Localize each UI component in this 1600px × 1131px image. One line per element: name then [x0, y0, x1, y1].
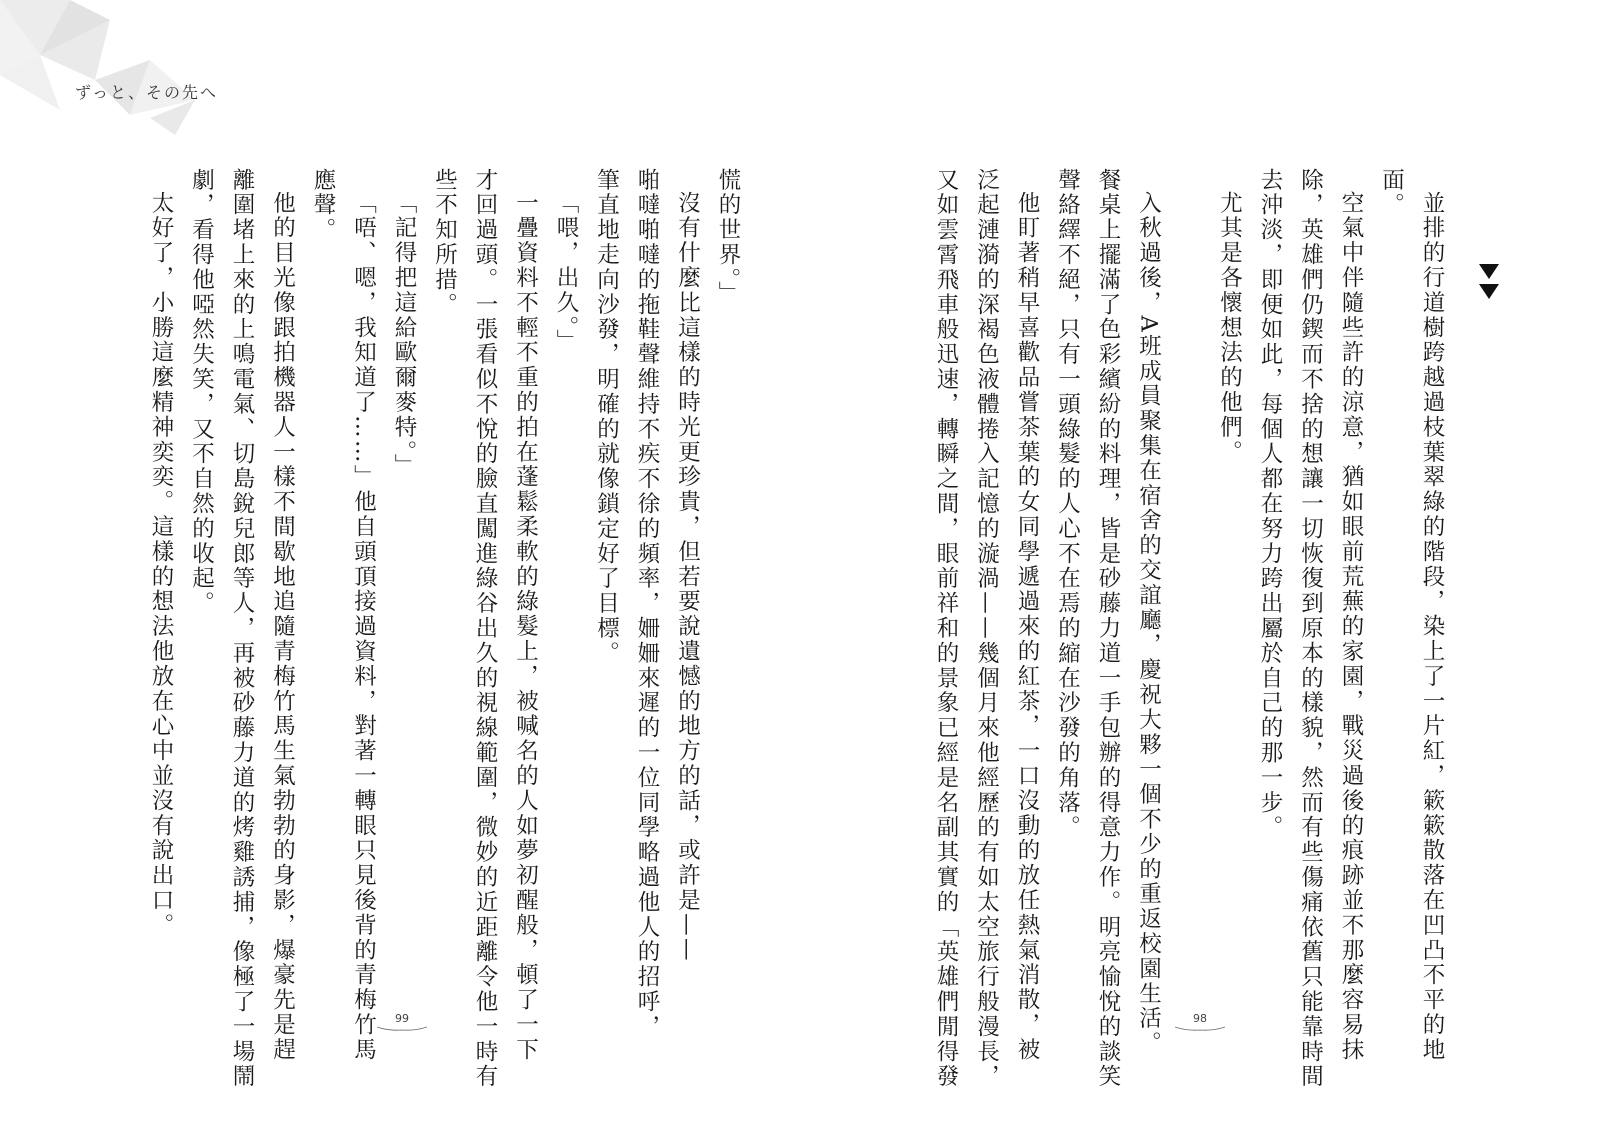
paragraph-line: 尤其是各懷想法的他們。	[1216, 190, 1243, 465]
paragraph-line	[1169, 168, 1210, 1008]
folio-ornament	[1175, 1026, 1225, 1032]
paragraph-line: 太好了，小勝這麼精神奕奕。這樣的想法他放在心中並沒有說出口。	[148, 190, 174, 938]
paragraph-line: 面。	[1378, 168, 1405, 218]
running-header: ずっと、その先へ	[75, 83, 219, 102]
folio-ornament	[377, 1026, 427, 1032]
polygon-corner-ornament	[0, 0, 220, 150]
paragraph-line: 「唔、嗯，我知道了……」他自頭頂接過資料，對著一轉眼只見後背的青梅竹馬	[350, 190, 377, 1062]
paragraph-line: 他盯著稍早喜歡品嘗茶葉的女同學遞過來的紅茶，一口沒動的放任熱氣消散，被	[1014, 190, 1040, 1062]
paragraph-line: 「記得把這給歐爾麥特。」	[391, 190, 417, 479]
paragraph-line: 餐桌上擺滿了色彩繽紛的料理，皆是砂藤力道一手包辦的得意力作。明亮愉悅的談笑	[1095, 168, 1121, 1090]
paragraph-line: 又如雲霄飛車般迅速，轉瞬之間，眼前祥和的景象已經是名副其實的「英雄們閒得發	[933, 168, 959, 1090]
page-number-text: 98	[1193, 1012, 1207, 1025]
paragraph-line: 空氣中伴隨些許的涼意，猶如眼前荒蕪的家園，戰災過後的痕跡並不那麼容易抹	[1338, 190, 1364, 1062]
paragraph-line: 慌的世界。」	[715, 168, 741, 307]
paragraph-line: 些不知所措。	[431, 168, 458, 318]
paragraph-line: 沒有什麼比這樣的時光更珍貴，但若要說遺憾的地方的話，或許是——	[674, 190, 701, 963]
paragraph-line: 離圍堵上來的上鳴電氣、切島銳兒郎等人，再被砂藤力道的烤雞誘捕，像極了一場鬧	[229, 168, 255, 1090]
paragraph-line: 應聲。	[310, 168, 336, 243]
paragraph-line: 一疊資料不輕不重的拍在蓬鬆柔軟的綠髮上，被喊名的人如夢初醒般，頓了一下	[512, 190, 539, 1062]
paragraph-line: 並排的行道樹跨越過枝葉翠綠的階段，染上了一片紅，簌簌散落在凹凸不平的地	[1419, 190, 1445, 1062]
paragraph-line: 入秋過後，A班成員聚集在宿舍的交誼廳，慶祝大夥一個不少的重返校園生活。	[1135, 190, 1162, 1056]
page-number-left	[372, 1012, 432, 1032]
paragraph-line: 「喂，出久。」	[553, 190, 579, 354]
paragraph-line: 劇，看得他啞然失笑，又不自然的收起。	[188, 168, 215, 617]
right-page	[800, 0, 1600, 1131]
paragraph-line: 去沖淡，即便如此，每個人都在努力跨出屬於自己的那一步。	[1257, 168, 1283, 841]
scene-break-arrows-icon	[1477, 262, 1501, 302]
paragraph-line: 筆直地走向沙發，明確的就像鎖定好了目標。	[593, 168, 620, 666]
page-number-text: 99	[395, 1012, 409, 1025]
paragraph-line: 聲絡繹不絕，只有一頭綠髮的人心不在焉的縮在沙發的角落。	[1054, 168, 1081, 841]
paragraph-line: 他的目光像跟拍機器人一樣不間歇地追隨青梅竹馬生氣勃勃的身影，爆豪先是趕	[269, 190, 296, 1062]
paragraph-line: 泛起漣漪的深褐色液體捲入記憶的漩渦——幾個月來他經歷的有如太空旅行般漫長，	[973, 168, 1000, 1090]
paragraph-line: 才回過頭。一張看似不悅的臉直闖進綠谷出久的視線範圍，微妙的近距離令他一時有	[472, 168, 498, 1090]
paragraph-line: 啪噠啪噠的拖鞋聲維持不疾不徐的頻率，姍姍來遲的一位同學略過他人的招呼，	[634, 168, 660, 1040]
page-number-right	[1170, 1012, 1230, 1032]
paragraph-line: 除，英雄們仍鍥而不捨的想讓一切恢復到原本的樣貌，然而有些傷痛依舊只能靠時間	[1297, 168, 1324, 1090]
